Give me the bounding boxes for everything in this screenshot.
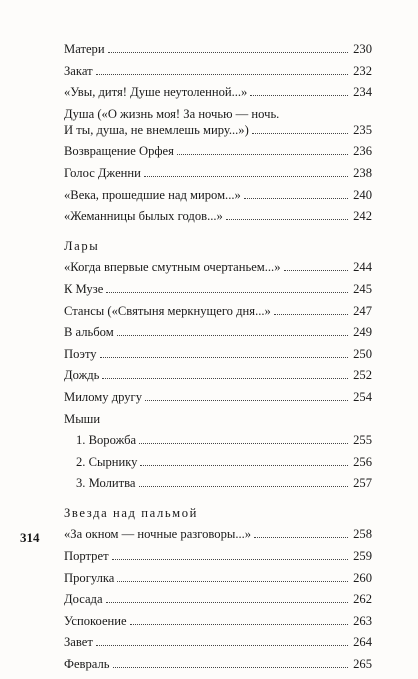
- toc-entry-page: 263: [353, 613, 372, 628]
- toc-section-heading: Звезда над пальмой: [64, 505, 198, 520]
- toc-entry-title: Мыши: [64, 411, 101, 426]
- toc-entry-title: Успокоение: [64, 613, 127, 628]
- toc-entry: [64, 368, 372, 382]
- dot-leader: [117, 580, 348, 582]
- toc-entry-title: К Музе: [64, 281, 104, 296]
- dot-leader: [226, 218, 348, 220]
- toc-entry-page: 259: [353, 549, 372, 564]
- toc-entry-page: 242: [353, 209, 372, 224]
- toc-subentry: [64, 476, 372, 490]
- toc-entry: [64, 209, 372, 223]
- dot-leader: [252, 132, 348, 134]
- toc-entry-page: 245: [353, 281, 372, 296]
- toc-entry-title: Стансы («Святыня меркнущего дня...»: [64, 303, 271, 318]
- toc-entry-title: Дождь: [64, 368, 100, 383]
- dot-leader: [130, 623, 348, 625]
- toc-entry-title: «Жеманницы былых годов...»: [64, 209, 223, 224]
- toc-entry-title: В альбом: [64, 325, 114, 340]
- toc-entry: [64, 571, 372, 585]
- toc-entry-page: 254: [353, 389, 372, 404]
- toc-entry: [64, 85, 372, 99]
- toc-entry-page: 236: [353, 144, 372, 159]
- toc-entry-title: Февраль: [64, 657, 110, 672]
- toc-subentry: [64, 433, 372, 447]
- table-of-contents: [64, 42, 372, 679]
- toc-entry-page: 265: [353, 657, 372, 672]
- toc-entry: [64, 144, 372, 158]
- toc-entry-title: Прогулка: [64, 570, 115, 585]
- toc-entry-page: 247: [353, 303, 372, 318]
- toc-entry-page: 256: [353, 454, 372, 469]
- toc-section-heading: Лары: [64, 238, 100, 253]
- dot-leader: [284, 269, 348, 271]
- toc-entry: [64, 188, 372, 202]
- toc-entry-title: «Века, прошедшие над миром...»: [64, 187, 241, 202]
- toc-entry-page: 264: [353, 635, 372, 650]
- dot-leader: [100, 356, 348, 358]
- dot-leader: [113, 666, 348, 668]
- toc-entry-title: Милому другу: [64, 389, 142, 404]
- toc-entry-page: 255: [353, 433, 372, 448]
- dot-leader: [117, 334, 348, 336]
- dot-leader: [139, 442, 348, 444]
- toc-entry-page: 244: [353, 260, 372, 275]
- dot-leader: [244, 197, 348, 199]
- dot-leader: [96, 73, 348, 75]
- toc-entry-title: Голос Дженни: [64, 165, 141, 180]
- toc-entry: [64, 549, 372, 563]
- dot-leader: [106, 291, 348, 293]
- toc-entry-title: «За окном — ночные разговоры...»: [64, 527, 252, 542]
- toc-entry-title: 3. Молитва: [76, 476, 136, 491]
- toc-entry-title: Портрет: [64, 549, 109, 564]
- toc-entry-page: 230: [353, 42, 372, 56]
- toc-entry: [64, 282, 372, 296]
- toc-entry-title: Поэту: [64, 346, 97, 361]
- toc-entry: [64, 390, 372, 404]
- dot-leader: [254, 536, 348, 538]
- dot-leader: [250, 94, 348, 96]
- toc-entry-title: «Увы, дитя! Душе неутоленной...»: [64, 85, 248, 100]
- toc-entry: [64, 657, 372, 671]
- toc-entry: [64, 325, 372, 339]
- toc-entry: [64, 64, 372, 78]
- toc-subentry: [64, 455, 372, 469]
- toc-entry-title: 2. Сырнику: [76, 454, 138, 469]
- toc-entry-page: 252: [353, 368, 372, 383]
- toc-entry: [64, 614, 372, 628]
- dot-leader: [108, 51, 348, 53]
- toc-entry: [64, 347, 372, 361]
- toc-entry-page: 258: [353, 527, 372, 542]
- dot-leader: [139, 485, 348, 487]
- toc-entry-title-line1: Душа («О жизнь моя! За ночью — ночь.: [64, 106, 280, 121]
- toc-entry-title-line2: И ты, душа, не внемлешь миру...»): [64, 122, 249, 137]
- toc-entry-page: 260: [353, 570, 372, 585]
- dot-leader: [274, 313, 348, 315]
- toc-entry-title: Досада: [64, 592, 103, 607]
- dot-leader: [106, 601, 348, 603]
- toc-entry: [64, 166, 372, 180]
- toc-entry-page: 235: [353, 122, 372, 137]
- dot-leader: [144, 175, 348, 177]
- toc-entry-page: 234: [353, 85, 372, 100]
- toc-entry: [64, 635, 372, 649]
- toc-entry-title: Возвращение Орфея: [64, 144, 174, 159]
- dot-leader: [145, 399, 348, 401]
- dot-leader: [102, 377, 348, 379]
- toc-entry-page: 262: [353, 592, 372, 607]
- toc-entry: [64, 592, 372, 606]
- toc-entry: [64, 42, 372, 56]
- dot-leader: [96, 644, 348, 646]
- toc-entry-page: 240: [353, 187, 372, 202]
- toc-entry: [64, 304, 372, 318]
- toc-entry: [64, 527, 372, 541]
- toc-entry-page: 250: [353, 346, 372, 361]
- dot-leader: [177, 153, 348, 155]
- toc-entry-page: 249: [353, 325, 372, 340]
- toc-entry: [64, 260, 372, 274]
- dot-leader: [140, 464, 348, 466]
- toc-entry-title: Завет: [64, 635, 93, 650]
- toc-entry-title: Закат: [64, 63, 93, 78]
- toc-entry-title: «Когда впервые смутным очертаньем...»: [64, 260, 281, 275]
- toc-entry-title: Матери: [64, 42, 105, 56]
- toc-entry-page: 238: [353, 165, 372, 180]
- toc-entry: [64, 412, 372, 426]
- toc-entry-page: 232: [353, 63, 372, 78]
- toc-entry-title: 1. Ворожба: [76, 433, 137, 448]
- dot-leader: [112, 558, 348, 560]
- toc-entry: [64, 107, 372, 137]
- page-number: 314: [20, 530, 40, 545]
- toc-entry-page: 257: [353, 476, 372, 491]
